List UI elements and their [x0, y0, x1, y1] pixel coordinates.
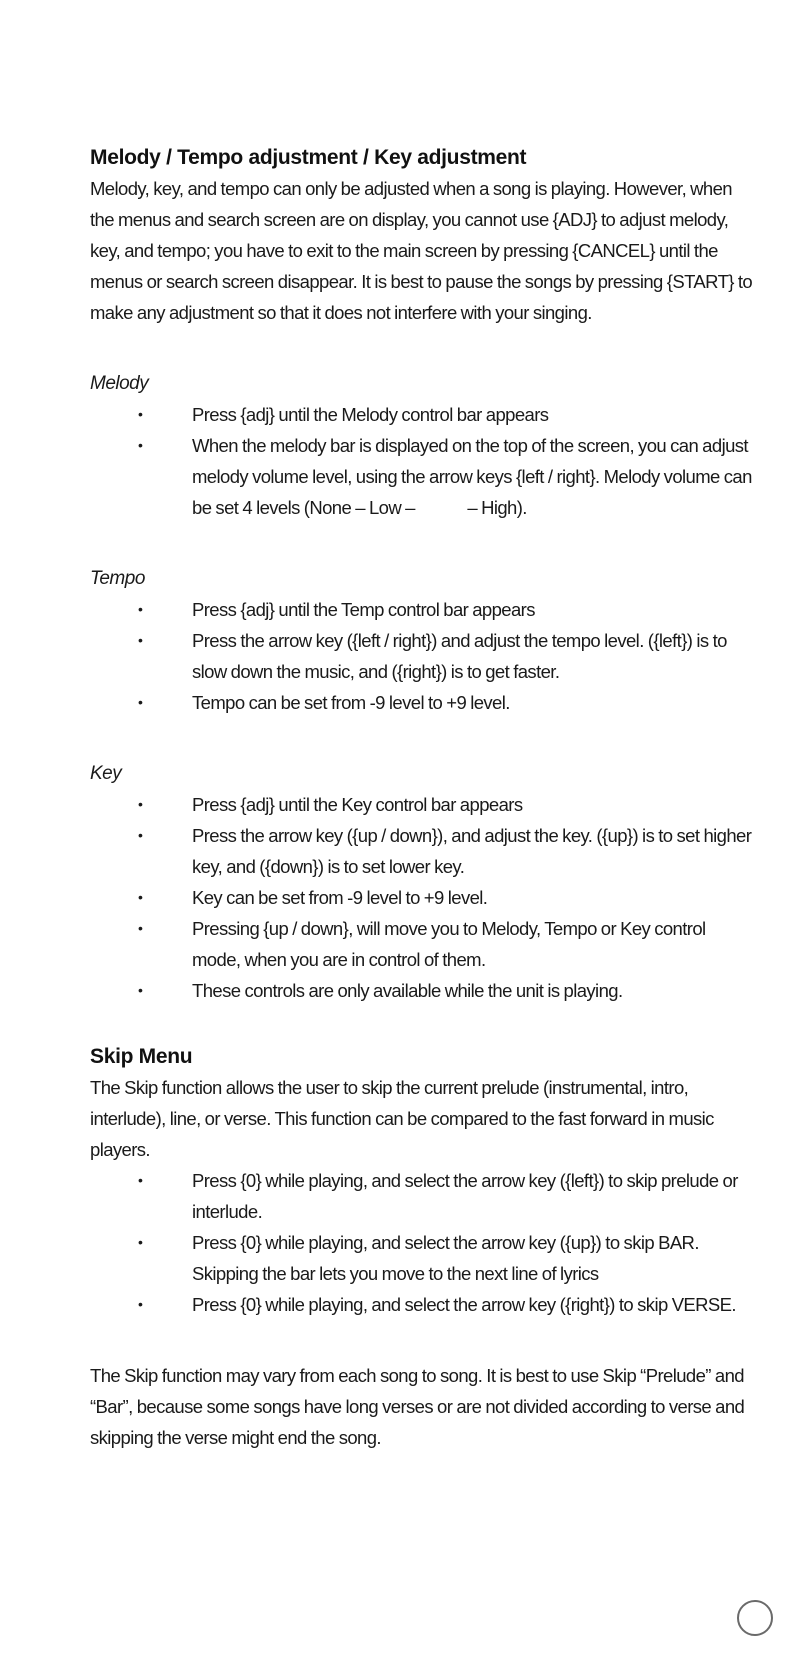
list-item: • Pressing {up / down}, will move you to Melody, Tempo or Key control mode, when you are in control of them. [90, 913, 755, 975]
list-item: • When the melody bar is displayed on the top of the screen, you can adjust melody volume level, using the arrow keys {left / right}. Melody volume can be set 4 levels (None – Low – – High). [90, 430, 755, 523]
section-title-adjustment: Melody / Tempo adjustment / Key adjustment [90, 146, 527, 169]
bullet: • [138, 827, 143, 843]
document-page [90, 143, 755, 1453]
list-item: • Tempo can be set from -9 level to +9 level. [90, 687, 755, 718]
bullet: • [138, 920, 143, 936]
bullet: • [138, 694, 143, 710]
list-item: • Press {0} while playing, and select the arrow key ({up}) to skip BAR. Skipping the bar lets you move to the next line of lyrics [90, 1227, 755, 1289]
tempo-list [90, 594, 755, 718]
skip-list [90, 1165, 755, 1320]
bullet: • [138, 406, 143, 422]
bullet: • [138, 1172, 143, 1188]
list-item: • Press {adj} until the Temp control bar appears [90, 594, 755, 625]
skip-note: The Skip function may vary from each song to song. It is best to use Skip “Prelude” and “Bar”, because some songs have long verses or are not divided according to verse and skipping the verse might end the song. [90, 1365, 745, 1448]
adjustment-intro: Melody, key, and tempo can only be adjusted when a song is playing. However, when the menus and search screen are on display, you cannot use {ADJ} to adjust melody, key, and tempo; you have to exit to the main screen by pressing {CANCEL} until the menus or search screen disappear. It is best to pause the songs by pressing {START} to make any adjustment so that it does not interfere with your singing. [90, 178, 753, 323]
tempo-heading: Tempo [90, 568, 145, 589]
list-item: • Key can be set from -9 level to +9 level. [90, 882, 755, 913]
list-item: • Press the arrow key ({left / right}) and adjust the tempo level. ({left}) is to slow down the music, and ({right}) is to get faster. [90, 625, 755, 687]
list-item: • Press the arrow key ({up / down}), and adjust the key. ({up}) is to set higher key, and ({down}) is to set lower key. [90, 820, 755, 882]
bullet: • [138, 437, 143, 453]
list-item: • Press {0} while playing, and select the arrow key ({left}) to skip prelude or interlude. [90, 1165, 755, 1227]
list-item: • Press {adj} until the Melody control bar appears [90, 399, 755, 430]
melody-heading: Melody [90, 373, 149, 394]
list-item: • Press {0} while playing, and select the arrow key ({right}) to skip VERSE. [90, 1289, 755, 1320]
skip-intro: The Skip function allows the user to skip the current prelude (instrumental, intro, interlude), line, or verse. This function can be compared to the fast forward in music players. [90, 1077, 714, 1160]
circle-button[interactable] [737, 1600, 773, 1636]
melody-list [90, 399, 755, 523]
key-list [90, 789, 755, 1006]
bullet: • [138, 601, 143, 617]
key-heading: Key [90, 763, 122, 784]
bullet: • [138, 632, 143, 648]
section-title-skip-menu: Skip Menu [90, 1045, 193, 1068]
bullet: • [138, 889, 143, 905]
list-item: • These controls are only available while the unit is playing. [90, 975, 755, 1006]
list-item: • Press {adj} until the Key control bar appears [90, 789, 755, 820]
bullet: • [138, 1234, 143, 1250]
bullet: • [138, 982, 143, 998]
bullet: • [138, 1296, 143, 1312]
bullet: • [138, 796, 143, 812]
